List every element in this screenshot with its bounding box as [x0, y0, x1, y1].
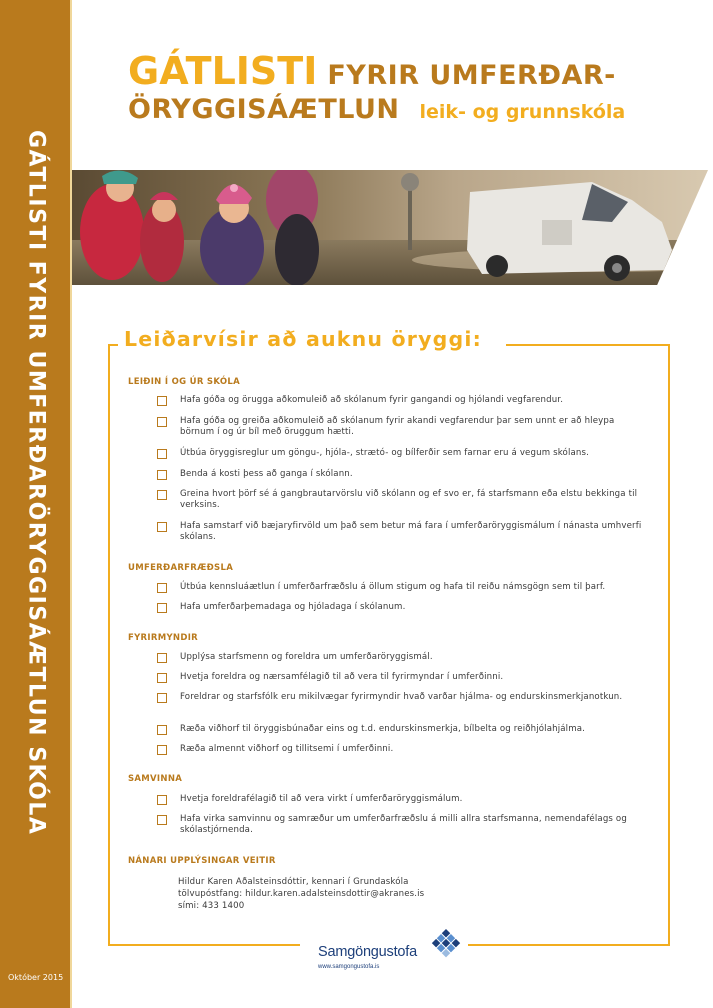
checkbox[interactable] — [157, 693, 167, 703]
checkbox[interactable] — [157, 449, 167, 459]
checkbox[interactable] — [157, 603, 167, 613]
checklist-item-text: Hafa góða og greiða aðkomuleið að skólanum fyrir akandi vegfarendur þar sem unnt er að hleypa börnum í og úr bíl með öruggum hætti. — [180, 416, 615, 437]
checklist-item-text: Foreldrar og starfsfólk eru mikilvægar fyrirmyndir hvað varðar hjálma- og endurskinsmerkjanotkun. — [180, 692, 623, 702]
checkbox[interactable] — [157, 673, 167, 683]
contact-name: Hildur Karen Aðalsteinsdóttir, kennari í Grundaskóla — [178, 877, 409, 887]
title-line1-rest: FYRIR UMFERÐAR- — [327, 60, 616, 91]
section-title-cooperation: SAMVINNA — [128, 774, 183, 784]
checklist-item-text: Hafa virka samvinnu og samræður um umferðarfræðslu á milli allra starfsmanna, nemendafélags og skólastjórnenda. — [180, 814, 627, 835]
checklist-item-text: Útbúa kennsluáætlun í umferðarfræðslu á öllum stigum og hafa til reiðu námsgögn sem til þarf. — [180, 582, 606, 592]
title-subtitle: leik- og grunnskóla — [419, 101, 626, 123]
checkbox[interactable] — [157, 653, 167, 663]
publication-date: Október 2015 — [8, 973, 64, 982]
checklist-item-text: Hvetja foreldra og nærsamfélagið til að vera til fyrirmyndar í umferðinni. — [180, 672, 504, 682]
page-title — [128, 49, 626, 125]
contact-email: tölvupóstfang: hildur.karen.adalsteinsdottir@akranes.is — [178, 889, 425, 899]
checklist-item-text: Útbúa öryggisreglur um göngu-, hjóla-, strætó- og bílferðir sem farnar eru á vegum skólans. — [180, 448, 590, 458]
checkbox[interactable] — [157, 417, 167, 427]
checklist-item-text: Hafa umferðarþemadaga og hjóladaga í skólanum. — [180, 602, 406, 612]
checkbox[interactable] — [157, 725, 167, 735]
checkbox[interactable] — [157, 795, 167, 805]
checklist-item-text: Upplýsa starfsmenn og foreldra um umferðaröryggismál. — [180, 652, 433, 662]
section-title-contact: NÁNARI UPPLÝSINGAR VEITIR — [128, 856, 276, 866]
section-title-route: LEIÐIN Í OG ÚR SKÓLA — [128, 377, 240, 387]
frame-top-right-edge — [506, 344, 670, 346]
contact-info — [178, 876, 424, 912]
header-photo — [72, 170, 708, 285]
checklist-item-text: Hafa góða og örugga aðkomuleið að skólanum fyrir gangandi og hjólandi vegfarendur. — [180, 395, 564, 405]
logo-name: Samgöngustofa — [318, 944, 417, 960]
checkbox[interactable] — [157, 583, 167, 593]
checkbox[interactable] — [157, 470, 167, 480]
section-title-education: UMFERÐARFRÆÐSLA — [128, 563, 234, 573]
checklist-item-text: Hvetja foreldrafélagið til að vera virkt í umferðaröryggismálum. — [180, 794, 463, 804]
title-big: GÁTLISTI — [128, 49, 318, 93]
checklist-item-text: Benda á kosti þess að ganga í skólann. — [180, 469, 353, 479]
title-line2: ÖRYGGISÁÆTLUN — [128, 94, 400, 125]
checklist-item-text: Greina hvort þörf sé á gangbrautarvörslu við skólann og ef svo er, fá starfsmann eða elstu bekkinga til verksins. — [180, 489, 638, 510]
logo-url: www.samgongustofa.is — [318, 964, 380, 970]
checkbox[interactable] — [157, 745, 167, 755]
frame-top-left-edge — [108, 344, 118, 346]
samgongustofa-logo — [316, 926, 466, 974]
logo-diamond-icon — [428, 928, 464, 964]
checklist-item-text: Hafa samstarf við bæjaryfirvöld um það sem betur má fara í umferðaröryggismálum í nánasta umhverfi skólans. — [180, 521, 642, 542]
section-title-role-models: FYRIRMYNDIR — [128, 633, 199, 643]
checklist-item-text: Ræða viðhorf til öryggisbúnaðar eins og t.d. endurskinsmerkja, bílbelta og reiðhjólahjálma. — [180, 724, 586, 734]
checklist-item-text: Ræða almennt viðhorf og tillitsemi í umferðinni. — [180, 744, 394, 754]
checkbox[interactable] — [157, 396, 167, 406]
checkbox[interactable] — [157, 522, 167, 532]
guide-heading: Leiðarvísir að auknu öryggi: — [124, 327, 486, 351]
sidebar-vertical-title-text: GÁTLISTI FYRIR UMFERÐARÖRYGGISÁÆTLUN SKÓLA — [23, 130, 49, 836]
contact-phone: sími: 433 1400 — [178, 901, 245, 911]
checkbox[interactable] — [157, 815, 167, 825]
checkbox[interactable] — [157, 490, 167, 500]
sidebar — [0, 0, 72, 1008]
